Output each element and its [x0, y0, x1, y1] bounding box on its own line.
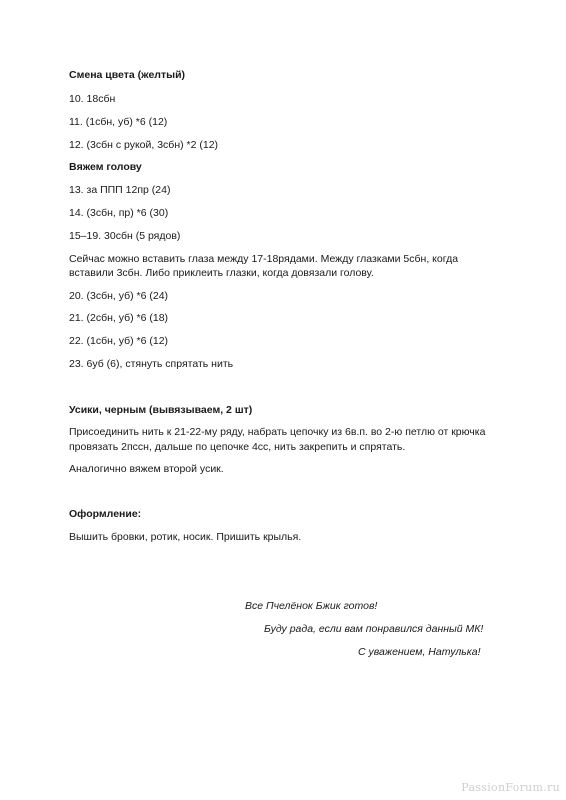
antennae-line-1: Присоединить нить к 21-22-му ряду, набрать цепочку из 6в.п. во 2-ю петлю от крючка [69, 426, 486, 438]
antennae-line-2: провязать 2пссн, дальше по цепочке 4сс, нить закрепить и спрятать. [69, 441, 406, 453]
heading-head: Вяжем голову [69, 161, 142, 173]
row-13: 13. за ППП 12пр (24) [69, 184, 171, 196]
row-23: 23. 6уб (6), стянуть спрятать нить [69, 358, 234, 370]
eyes-note-line-1: Сейчас можно вставить глаза между 17-18рядами. Между глазками 5сбн, когда [69, 253, 459, 265]
eyes-note-line-2: вставили 3сбн. Либо приклеить глазки, когда довязали голову. [69, 267, 374, 279]
row-10: 10. 18сбн [69, 93, 116, 105]
row-14: 14. (3сбн, пр) *6 (30) [69, 207, 169, 219]
row-20: 20. (3сбн, уб) *6 (24) [69, 290, 169, 302]
row-21: 21. (2сбн, уб) *6 (18) [69, 312, 169, 324]
watermark: PassionForum.ru [461, 781, 560, 794]
row-11: 11. (1сбн, уб) *6 (12) [69, 116, 168, 128]
closing-thanks: Буду рада, если вам понравился данный МК! [264, 623, 484, 635]
row-22: 22. (1сбн, уб) *6 (12) [69, 335, 169, 347]
antennae-line-3: Аналогично вяжем второй усик. [69, 463, 224, 475]
row-15-19: 15–19. 30сбн (5 рядов) [69, 230, 181, 242]
design-text: Вышить бровки, ротик, носик. Пришить крылья. [69, 531, 302, 543]
heading-color-change: Смена цвета (желтый) [69, 69, 186, 81]
row-12: 12. (3сбн с рукой, 3сбн) *2 (12) [69, 139, 219, 151]
heading-antennae: Усики, черным (вывязываем, 2 шт) [69, 404, 253, 416]
heading-design: Оформление: [69, 508, 142, 520]
closing-signature: С уважением, Натулька! [358, 646, 481, 658]
closing-ready: Все Пчелёнок Бжик готов! [245, 600, 378, 612]
